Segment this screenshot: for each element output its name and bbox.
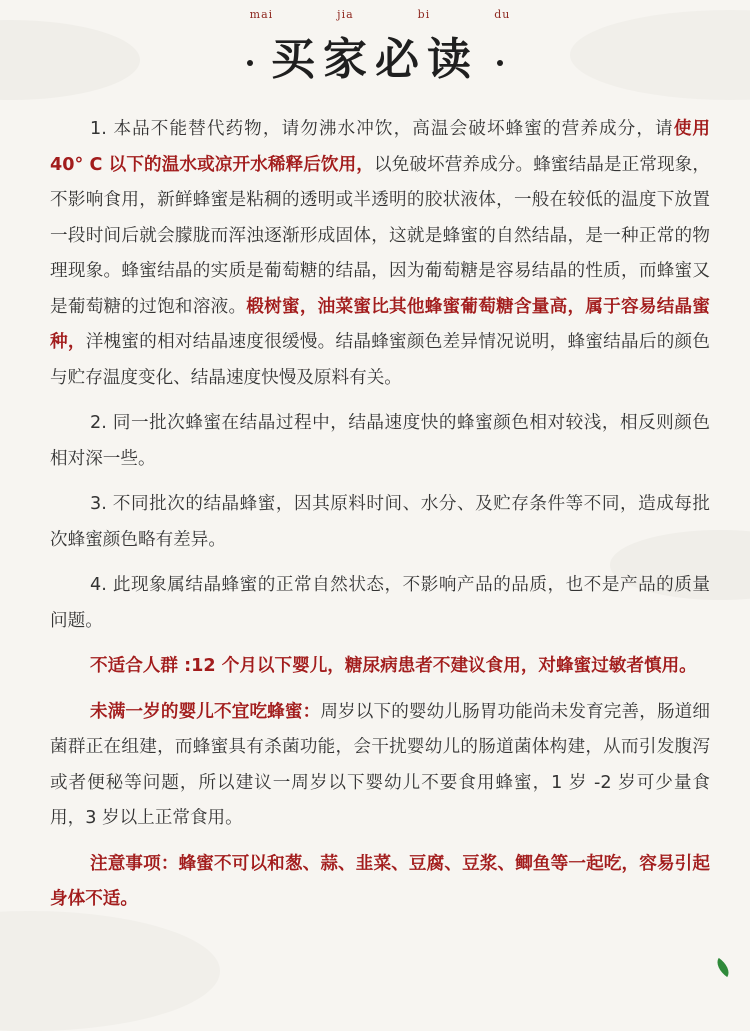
highlighted-text: 注意事项：蜂蜜不可以和葱、蒜、韭菜、豆腐、豆浆、鲫鱼等一起吃，容易引起身体不适。 [50,853,710,909]
notice-paragraph [50,695,710,837]
leaf-icon [712,958,733,977]
highlighted-text: 未满一岁的婴儿不宜吃蜂蜜： [90,701,321,722]
page-title [0,23,750,87]
notice-paragraph [50,847,710,918]
notice-content [50,112,710,928]
pinyin-syllable: jia [337,8,354,21]
paragraph-text: 1. 本品不能替代药物，请勿沸水冲饮，高温会破坏蜂蜜的营养成分，请 [90,119,674,139]
paragraph-text: 以免破坏营养成分。蜂蜜结晶是正常现象，不影响食用，新鲜蜂蜜是粘稠的透明或半透明的胶状液体，一般在较低的温度下放置一段时间后就会朦胧而浑浊逐渐形成固体，这就是蜂蜜的自然结晶，是一种正常的物理现象。蜂蜜结晶的实质是葡萄糖的结晶，因为葡萄糖是容易结晶的性质，而蜂蜜又是葡萄糖的过饱和溶液。 [50,154,710,317]
notice-paragraph [50,568,710,639]
title-text: 买家必读 [271,34,479,85]
page-header [0,8,750,87]
highlighted-text: 椴树蜜，油菜蜜比其他蜂蜜葡萄糖含量高，属于容易结晶蜜种， [50,296,710,352]
paragraph-text: 2. 同一批次蜂蜜在结晶过程中，结晶速度快的蜂蜜颜色相对较浅，相反则颜色相对深一些。 [50,413,710,469]
highlighted-text: 不适合人群 :12 个月以下婴儿，糖尿病患者不建议食用，对蜂蜜过敏者慎用。 [90,656,697,676]
paragraph-text: 周岁以下的婴幼儿肠胃功能尚未发育完善，肠道细菌群正在组建，而蜂蜜具有杀菌功能，会干扰婴幼儿的肠道菌体构建，从而引发腹泻或者便秘等问题，所以建议一周岁以下婴幼儿不要食用蜂蜜，1 岁 -2 岁可少量食用，3 岁以上正常食用。 [50,701,710,828]
pinyin-syllable: mai [249,8,274,21]
notice-paragraph [50,406,710,477]
background-cloud-decoration [0,911,220,1031]
title-pinyin [10,8,750,21]
paragraph-text: 4. 此现象属结晶蜂蜜的正常自然状态，不影响产品的品质，也不是产品的质量问题。 [50,575,710,631]
notice-paragraph [50,487,710,558]
title-dot-icon [247,60,253,66]
notice-paragraph [50,112,710,396]
paragraph-text: 洋槐蜜的相对结晶速度很缓慢。结晶蜂蜜颜色差异情况说明，蜂蜜结晶后的颜色与贮存温度变化、结晶速度快慢及原料有关。 [50,332,710,388]
paragraph-text: 3. 不同批次的结晶蜂蜜，因其原料时间、水分、及贮存条件等不同，造成每批次蜂蜜颜色略有差异。 [50,494,710,550]
pinyin-syllable: bi [417,8,431,21]
pinyin-syllable: du [494,8,511,21]
notice-paragraph [50,649,710,685]
highlighted-text: 使用 40° C 以下的温水或凉开水稀释后饮用， [50,119,710,175]
title-dot-icon [497,60,503,66]
